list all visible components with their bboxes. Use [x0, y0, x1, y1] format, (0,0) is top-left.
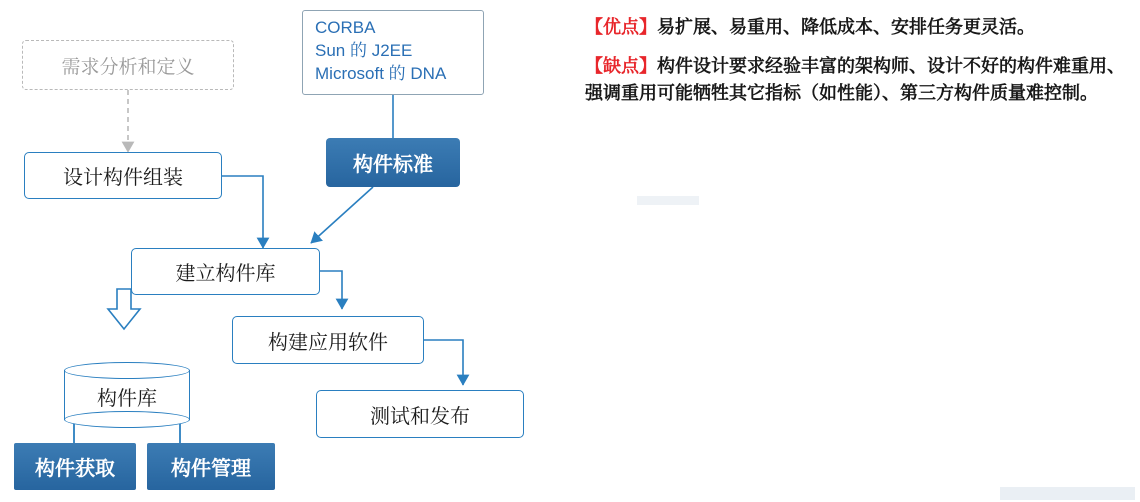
node-standards-legend[interactable] — [302, 10, 484, 95]
node-build-repository-label: 建立构件库 — [175, 263, 276, 285]
notes-panel — [585, 14, 1125, 119]
note-disadvantages-text: 构件设计要求经验丰富的架构师、设计不好的构件难重用、强调重用可能牺牲其它指标（如性能）、第三方构件质量难控制。 — [585, 56, 1125, 103]
node-component-acquire-label: 构件获取 — [35, 458, 115, 480]
note-disadvantages-tag: 【缺点】 — [585, 56, 657, 76]
node-repository[interactable] — [64, 362, 190, 428]
legend-item-j2ee: Sun 的 J2EE — [315, 40, 413, 60]
node-component-manage[interactable] — [147, 443, 275, 490]
node-design-assembly-label: 设计构件组装 — [63, 167, 183, 189]
node-repository-label: 构件库 — [97, 387, 157, 410]
note-advantages-tag: 【优点】 — [585, 17, 657, 37]
node-design-assembly[interactable] — [24, 152, 222, 199]
node-component-standard-label: 构件标准 — [353, 154, 433, 176]
node-requirements[interactable] — [22, 40, 234, 90]
legend-item-corba: CORBA — [315, 18, 376, 37]
node-build-application[interactable] — [232, 316, 424, 364]
legend-item-dna: Microsoft 的 DNA — [315, 63, 447, 83]
node-component-acquire[interactable] — [14, 443, 136, 490]
node-build-repository[interactable] — [131, 248, 320, 295]
note-disadvantages — [585, 53, 1125, 107]
node-requirements-label: 需求分析和定义 — [61, 56, 195, 78]
node-component-manage-label: 构件管理 — [171, 458, 251, 480]
faint-artifact-upper — [637, 196, 699, 205]
faint-artifact-lower — [1000, 487, 1135, 500]
note-advantages — [585, 14, 1125, 41]
node-test-release[interactable] — [316, 390, 524, 438]
node-test-release-label: 测试和发布 — [370, 405, 470, 428]
node-build-application-label: 构建应用软件 — [268, 331, 388, 354]
node-component-standard[interactable] — [326, 138, 460, 187]
note-advantages-text: 易扩展、易重用、降低成本、安排任务更灵活。 — [657, 17, 1035, 37]
